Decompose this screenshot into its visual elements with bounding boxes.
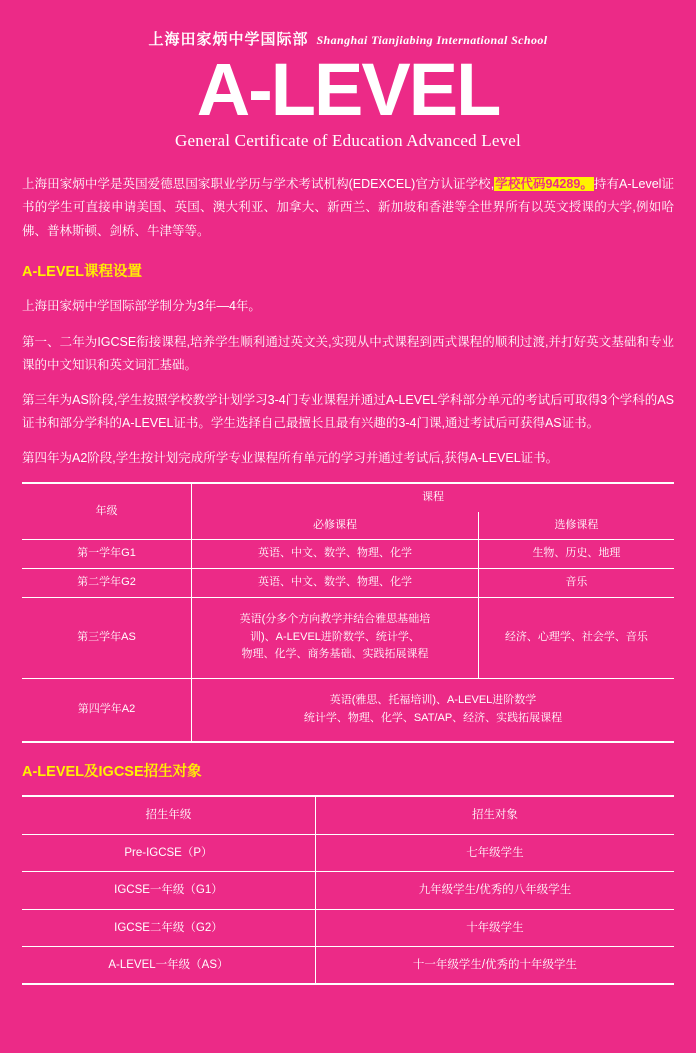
cell-elective: 音乐 [478, 569, 674, 598]
paragraph-1: 第一、二年为IGCSE衔接课程,培养学生顺利通过英文关,实现从中式课程到西式课程的顺利过渡,并打好英文基础和专业课的中文知识和英文词汇基础。 [22, 334, 674, 372]
page-title: A-LEVEL [196, 48, 500, 131]
cell-required-line: 统计学、物理、化学、SAT/AP、经济、实践拓展课程 [303, 711, 563, 724]
cell-grade: 第三学年AS [22, 597, 192, 678]
school-name-en: Shanghai Tianjiabing International School [316, 33, 548, 47]
header-elective: 选修课程 [478, 512, 674, 540]
school-name-cn: 上海田家炳中学国际部 [148, 31, 309, 48]
poster-content [22, 173, 674, 985]
school-code-highlight: 学校代码94289。 [495, 177, 593, 192]
cell-required [192, 597, 479, 678]
table-row [22, 540, 674, 569]
cell-admission-grade: A-LEVEL一年级（AS） [22, 946, 315, 984]
header-course: 课程 [192, 483, 674, 512]
table-header-row [22, 796, 674, 834]
table-row [22, 569, 674, 598]
poster-header [22, 0, 674, 151]
table-row [22, 946, 674, 984]
cell-elective: 生物、历史、地理 [478, 540, 674, 569]
cell-elective: 经济、心理学、社会学、音乐 [478, 597, 674, 678]
cell-required-line: 英语(雅思、托福培训)、A-LEVEL进阶数学 [329, 694, 537, 707]
table-row [22, 678, 674, 742]
cell-admission-target: 十一年级学生/优秀的十年级学生 [315, 946, 674, 984]
table-row [22, 597, 674, 678]
page-subtitle: General Certificate of Education Advanced Level [175, 131, 521, 151]
cell-admission-target: 九年级学生/优秀的八年级学生 [315, 872, 674, 909]
cell-admission-grade: IGCSE一年级（G1） [22, 872, 315, 909]
header-admission-target: 招生对象 [315, 796, 674, 834]
section-title-courses: A-LEVEL课程设置 [22, 263, 143, 280]
school-name-line [22, 28, 674, 49]
cell-admission-target: 十年级学生 [315, 909, 674, 946]
table-row [22, 909, 674, 946]
cell-admission-grade: Pre-IGCSE（P） [22, 834, 315, 871]
cell-admission-target: 七年级学生 [315, 834, 674, 871]
cell-required: 英语、中文、数学、物理、化学 [192, 540, 479, 569]
intro-part-2: 持有A-Level证书的学生可直接申请美国、英国、澳大利亚、加拿大、新西兰、新加坡和香港等全世界所有以英文授课的大学,例如哈佛、普林斯顿、剑桥、牛津等等。 [22, 177, 674, 238]
header-grade: 年级 [22, 483, 192, 540]
cell-required [192, 678, 674, 742]
header-required: 必修课程 [192, 512, 479, 540]
cell-required-line: 训)、A-LEVEL进阶数学、统计学、 [249, 630, 420, 643]
cell-grade: 第四学年A2 [22, 678, 192, 742]
header-admission-grade: 招生年级 [22, 796, 315, 834]
intro-part-1: 上海田家炳中学是英国爱德思国家职业学历与学术考试机构(EDEXCEL)官方认证学校, [22, 177, 495, 192]
cell-required: 英语、中文、数学、物理、化学 [192, 569, 479, 598]
course-setup-table [22, 482, 674, 742]
paragraph-3: 第四年为A2阶段,学生按计划完成所学专业课程所有单元的学习并通过考试后,获得A-LEVEL证书。 [22, 451, 559, 466]
intro-paragraph [22, 173, 674, 242]
table-row [22, 872, 674, 909]
paragraph-0: 上海田家炳中学国际部学制分为3年—4年。 [22, 299, 261, 314]
cell-required-line: 英语(分多个方向教学并结合雅思基础培 [239, 613, 431, 626]
paragraph-2: 第三年为AS阶段,学生按照学校教学计划学习3-4门专业课程并通过A-LEVEL学科部分单元的考试后可取得3个学科的AS证书和部分学科的A-LEVEL证书。学生选择自己最擅长且最有兴趣的3-4门课,通过考试后可获得AS证书。 [22, 392, 674, 430]
cell-required-line: 物理、化学、商务基础、实践拓展课程 [241, 648, 429, 661]
cell-grade: 第一学年G1 [22, 540, 192, 569]
cell-grade: 第二学年G2 [22, 569, 192, 598]
table-header-row [22, 483, 674, 512]
table-row [22, 834, 674, 871]
section-title-admissions: A-LEVEL及IGCSE招生对象 [22, 763, 202, 780]
cell-admission-grade: IGCSE二年级（G2） [22, 909, 315, 946]
admissions-table [22, 795, 674, 985]
